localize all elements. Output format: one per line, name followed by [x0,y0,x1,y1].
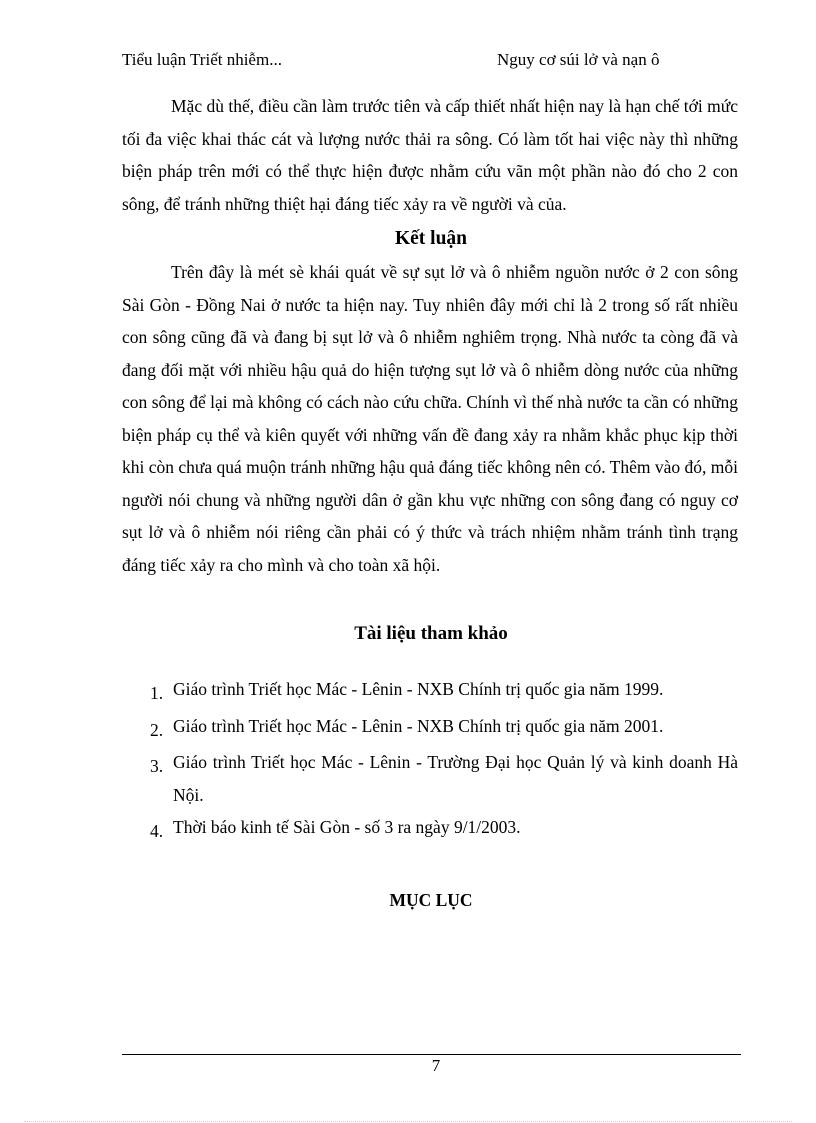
reference-item [122,746,738,811]
conclusion-heading: Kết luận [394,228,468,249]
running-header-right: Nguy cơ súi lở và nạn ô [497,50,660,69]
reference-item [122,811,738,848]
running-header-left: Tiểu luận Triết nhiễm... [122,50,282,69]
reference-number: 1. [150,683,164,703]
intro-paragraph: Mặc dù thế, điều cần làm trước tiên và cấp thiết nhất hiện nay là hạn chế tới mức tối đa việc khai thác cát và lượng nước thải ra sông. Có làm tốt hai việc này thì những biện pháp trên mới có thể thực hiện được nhằm cứu vãn một phần nào đó cho 2 con sông, để tránh những thiệt hại đáng tiếc xảy ra về người và của. [122,96,738,214]
reference-item [122,710,738,747]
reference-number: 4. [150,821,164,841]
reference-number: 3. [150,756,164,776]
reference-item [122,673,738,710]
page-body [122,90,738,912]
reference-text: Thời báo kinh tế Sài Gòn - số 3 ra ngày 9/1/2003. [173,817,521,837]
table-of-contents-heading: MỤC LỤC [389,889,473,910]
page-edge-divider [24,1121,792,1122]
reference-text: Giáo trình Triết học Mác - Lênin - NXB Chính trị quốc gia năm 2001. [173,715,664,736]
references-list [122,673,738,848]
references-heading: Tài liệu tham khảo [354,623,508,644]
reference-text: Giáo trình Triết học Mác - Lênin - Trường Đại học Quản lý và kinh doanh Hà Nội. [173,752,738,805]
footer-divider [122,1054,741,1055]
reference-text: Giáo trình Triết học Mác - Lênin - NXB Chính trị quốc gia năm 1999. [173,679,664,699]
page-number: 7 [431,1056,441,1075]
reference-number: 2. [150,719,164,740]
conclusion-paragraph: Trên đây là mét sè khái quát về sự sụt lở và ô nhiễm nguồn nước ở 2 con sông Sài Gòn - Đồng Nai ở nước ta hiện nay. Tuy nhiên đây mới chỉ là 2 trong số rất nhiều con sông cũng đã và đang bị sụt lở và ô nhiễm nghiêm trọng. Nhà nước ta còng đã và đang đối mặt với nhiều hậu quả do hiện tượng sụt lở và ô nhiễm dòng nước của những con sông để lại mà không có cách nào cứu chữa. Chính vì thế nhà nước ta cần có những biện pháp cụ thể và kiên quyết với những vấn đề đang xảy ra nhằm khắc phục kịp thời khi còn chưa quá muộn tránh những hậu quả đáng tiếc không nên có. Thêm vào đó, mỗi người nói chung và những người dân ở gần khu vực những con sông đang có nguy cơ sụt lở và ô nhiễm nói riêng cần phải có ý thức và trách nhiệm nhằm tránh tình trạng đáng tiếc xảy ra cho mình và cho toàn xã hội. [122,262,738,575]
